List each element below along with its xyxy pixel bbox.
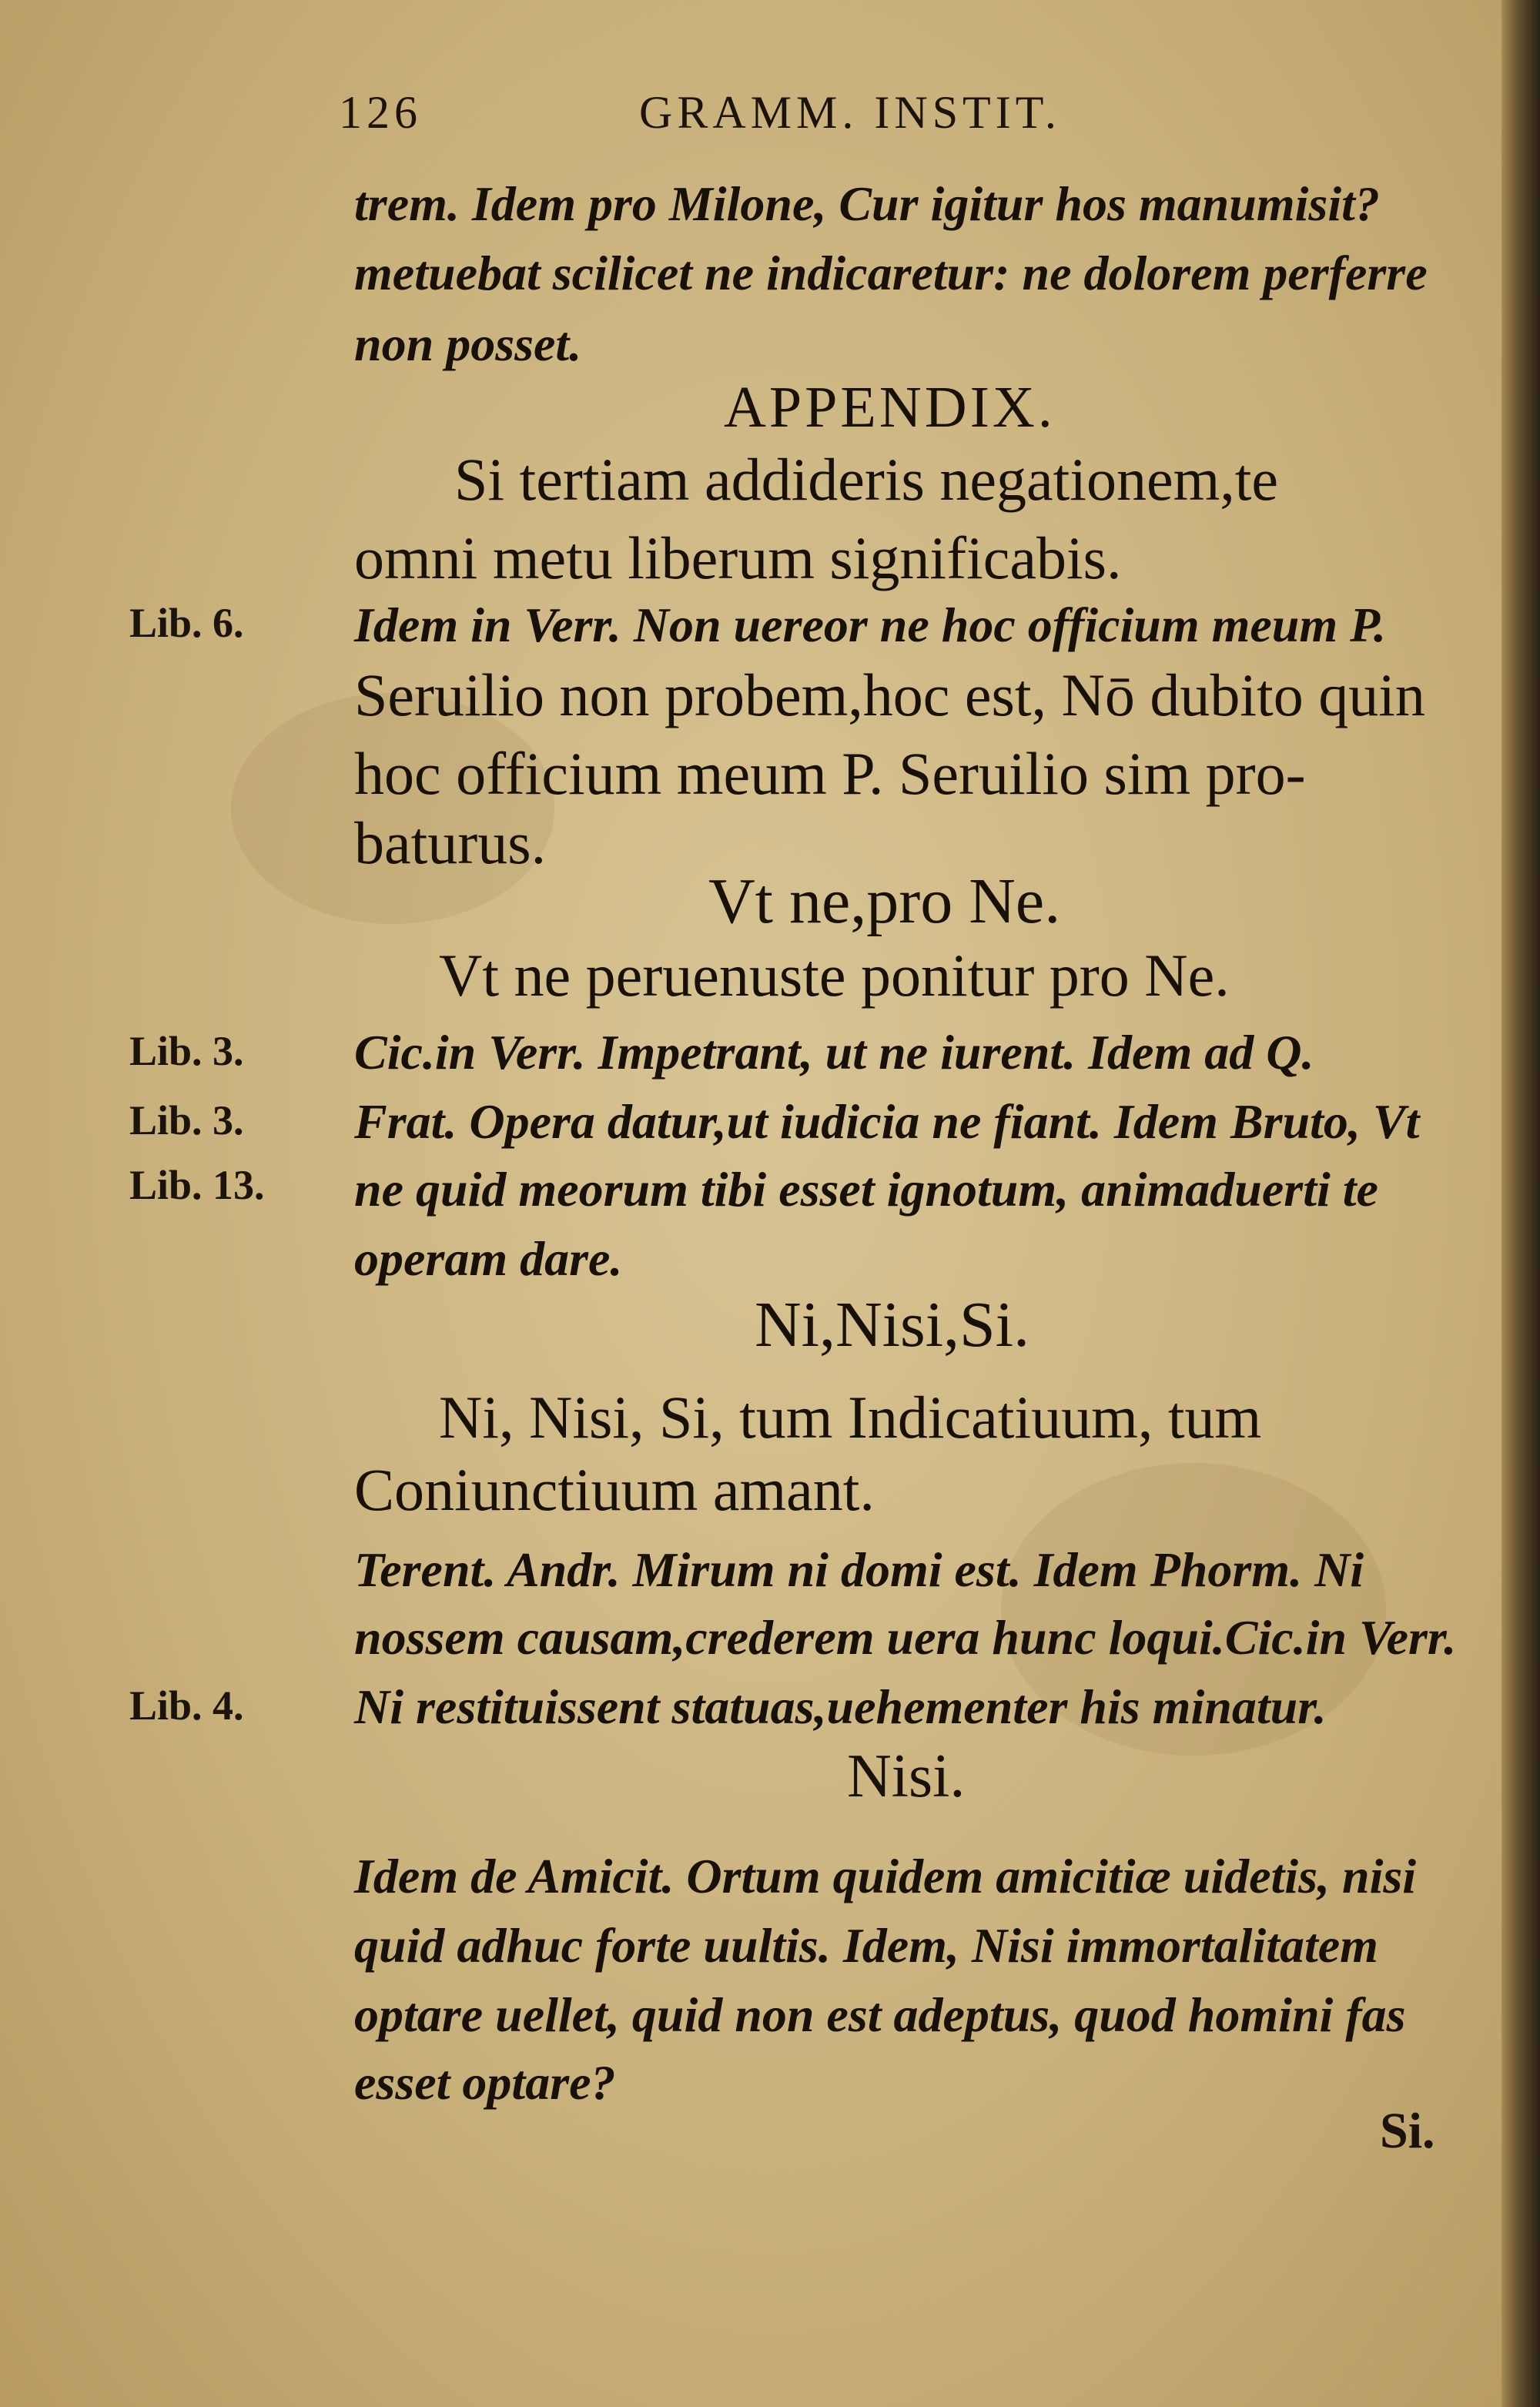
text-line: omni metu liberum significabis. (354, 524, 1122, 591)
section-heading-ut-ne: Vt ne,pro Ne. (708, 865, 1061, 937)
section-heading-nisi: Nisi. (847, 1742, 966, 1810)
text-line: hoc officium meum P. Seruilio sim pro- (354, 740, 1306, 807)
margin-note: Lib. 3. (129, 1097, 244, 1143)
text-line: Ni, Nisi, Si, tum Indicatiuum, tum (439, 1384, 1262, 1451)
running-header (339, 86, 1186, 156)
text-line: ne quid meorum tibi esset ignotum, animaduerti te (354, 1162, 1378, 1217)
text-line: operam dare. (354, 1231, 623, 1286)
text-line: non posset. (354, 316, 582, 371)
running-title: GRAMM. INSTIT. (639, 87, 1061, 138)
margin-note: Lib. 6. (129, 600, 244, 646)
margin-note: Lib. 4. (129, 1682, 244, 1729)
catchword: Si. (1380, 2103, 1435, 2159)
margin-note: Lib. 13. (129, 1162, 265, 1208)
text-line: Idem in Verr. Non uereor ne hoc officium meum P. (354, 598, 1386, 652)
text-line: nossem causam,crederem uera hunc loqui.Cic.in Verr. (354, 1610, 1457, 1665)
margin-note: Lib. 3. (129, 1028, 244, 1074)
section-heading-ni-nisi-si: Ni,Nisi,Si. (755, 1289, 1030, 1361)
page-number: 126 (339, 87, 422, 138)
text-line: trem. Idem pro Milone, Cur igitur hos manumisit? (354, 176, 1380, 231)
text-line: optare uellet, quid non est adeptus, quod homini fas (354, 1987, 1406, 2042)
text-line: quid adhuc forte uultis. Idem, Nisi immortalitatem (354, 1918, 1378, 1973)
section-heading-appendix: APPENDIX. (724, 375, 1056, 440)
text-line: Frat. Opera datur,ut iudicia ne fiant. Idem Bruto, Vt (354, 1094, 1420, 1149)
text-line: Terent. Andr. Mirum ni domi est. Idem Phorm. Ni (354, 1542, 1364, 1597)
text-line: Ni restituissent statuas,uehementer his minatur. (354, 1679, 1327, 1734)
page-gutter-edge (1502, 0, 1540, 2407)
text-line: Idem de Amicit. Ortum quidem amicitiæ uidetis, nisi (354, 1849, 1417, 1903)
text-line: metuebat scilicet ne indicaretur: ne dolorem perferre (354, 246, 1428, 300)
text-line: Seruilio non probem,hoc est, Nō dubito quin (354, 661, 1425, 728)
text-line: Cic.in Verr. Impetrant, ut ne iurent. Idem ad Q. (354, 1025, 1314, 1080)
text-line: Vt ne peruenuste ponitur pro Ne. (439, 942, 1230, 1009)
text-line: esset optare? (354, 2055, 616, 2110)
text-line: baturus. (354, 809, 547, 876)
text-line: Coniunctiuum amant. (354, 1456, 875, 1523)
text-line: Si tertiam addideris negationem,te (454, 446, 1279, 513)
